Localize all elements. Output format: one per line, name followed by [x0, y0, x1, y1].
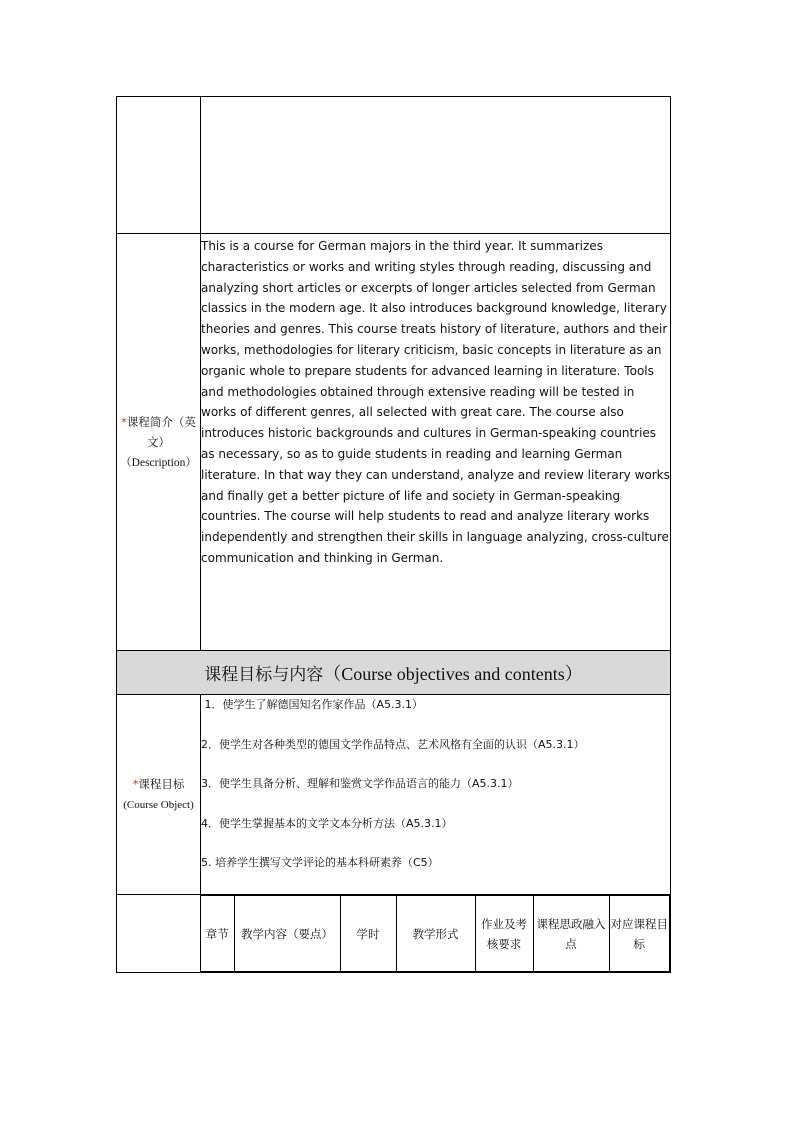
description-text: This is a course for German majors in the third year. It summarizes characteristics or works and writing styles through reading, discussing and analyzing short articles or excerpts of longer articles selected from German classics in the modern age. It also introduces background knowledge, literary theories and genres. This course treats history of literature, authors and their works, methodologies for literary criticism, basic concepts in literature as an organic whole to prepare students for advanced learning in literature. Tools and methodologies obtained through extensive reading will be tested in works of different genres, all selected with great care. The course also introduces historic backgrounds and cultures in German-speaking countries as necessary, so as to guide students in reading and learning German literature. In that way they can understand, analyze and review literary works and finally get a better picture of life and society in German-speaking countries. The course will help students to read and analyze literary works independently and strengthen their skills in language analyzing, cross-culture communication and thinking in German.: [201, 234, 671, 651]
blank-content-cell: [201, 97, 671, 234]
description-label-en: （Description）: [120, 456, 197, 469]
header-hours: 学时: [340, 896, 396, 972]
content-header-cell: [201, 895, 671, 973]
section-header-row: [117, 651, 671, 695]
header-teaching-content: 教学内容（要点）: [234, 896, 340, 972]
content-header-row: [117, 895, 671, 973]
content-label-cell: [117, 895, 201, 973]
description-label: [117, 234, 201, 651]
objective-item: 2．使学生对各种类型的德国文学作品特点、艺术风格有全面的认识（A5.3.1）: [201, 738, 585, 751]
objectives-row: [117, 695, 671, 895]
header-teaching-form: 教学形式: [396, 896, 475, 972]
header-objective: 对应课程目标: [609, 896, 670, 972]
description-row: [117, 234, 671, 651]
syllabus-table: [116, 96, 671, 973]
section-header-en: （Course objectives and contents）: [323, 663, 583, 684]
header-assignment: 作业及考核要求: [475, 896, 533, 972]
blank-label-cell: [117, 97, 201, 234]
header-chapter: 章节: [201, 896, 234, 972]
objective-label: [117, 695, 201, 895]
objective-item: 3．使学生具备分析、理解和鉴赏文学作品语言的能力（A5.3.1）: [201, 777, 519, 790]
content-header-table: [201, 895, 670, 972]
blank-row: [117, 97, 671, 234]
section-header: [117, 651, 671, 695]
objective-item: 4．使学生掌握基本的文学文本分析方法（A5.3.1）: [201, 817, 453, 830]
course-syllabus-form: [116, 96, 671, 973]
objective-item: 1．使学生了解德国知名作家作品（A5.3.1）: [201, 698, 424, 711]
description-label-zh-1: 课程简介（英: [126, 414, 196, 429]
objective-item: 5. 培养学生撰写文学评论的基本科研素养（C5）: [201, 856, 439, 869]
header-ideology: 课程思政融入点: [533, 896, 609, 972]
description-label-zh-2: 文）: [147, 434, 170, 449]
objectives-list: [201, 695, 671, 895]
objective-label-en: (Course Object): [123, 799, 194, 811]
section-header-zh: 课程目标与内容: [204, 664, 324, 685]
required-star: *: [121, 414, 127, 429]
objective-label-zh: 课程目标: [138, 777, 185, 791]
required-star: *: [132, 777, 139, 791]
